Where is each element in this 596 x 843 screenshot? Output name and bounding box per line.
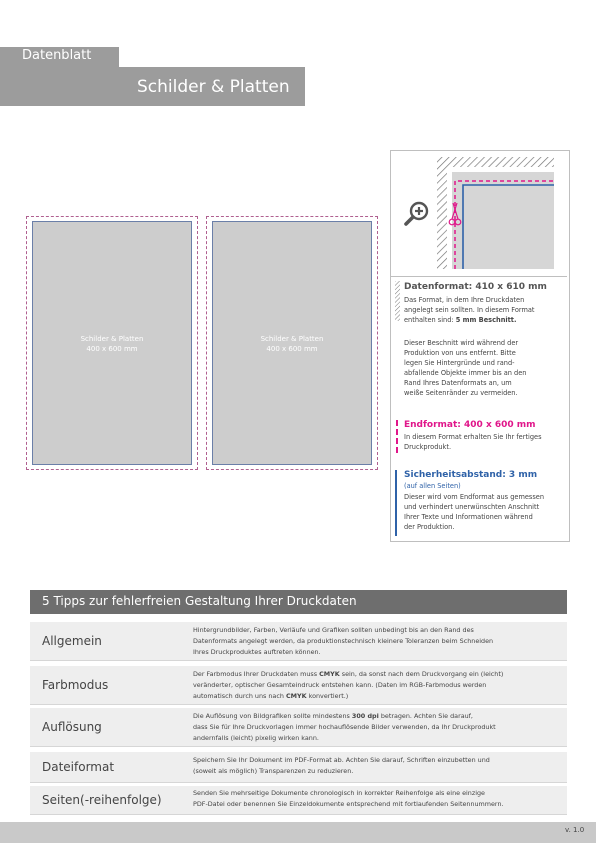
endformat-title: Endformat: 400 x 600 mm (404, 420, 536, 430)
tip-label: Dateiformat (42, 760, 115, 774)
tip-text-part: Die Auflösung von Bildgrafiken sollte mindestens (193, 712, 352, 720)
tip-text-part: betragen. Achten Sie darauf, (378, 712, 473, 720)
tip-highlight: CMYK (285, 692, 307, 700)
sicherheit-line: Dieser wird vom Endformat aus gemessen (404, 493, 545, 501)
sheet-label-line1: Schilder & Platten (260, 335, 324, 343)
sheet-label-line2: 400 x 600 mm (86, 345, 138, 353)
tip-line: (soweit als möglich) Transparenzen zu reduzieren. (193, 767, 354, 775)
tip-text-part: konvertiert.) (306, 692, 349, 700)
datenformat-marker (395, 281, 400, 321)
sicherheit-line: Ihrer Texte und Informationen während (404, 513, 533, 521)
tip-label: Auflösung (42, 720, 102, 734)
tip-line: Datenformats angelegt werden, da produktionstechnisch kleinere Toleranzen beim Schneiden (193, 637, 494, 645)
tip-line (193, 669, 563, 680)
sicherheit-subtitle: (auf allen Seiten) (404, 482, 461, 490)
version-label: v. 1.0 (565, 826, 585, 834)
sicherheit-line: und verhindert unerwünschten Anschnitt (404, 503, 540, 511)
sheet-label-line2: 400 x 600 mm (266, 345, 318, 353)
sheet-preview-1 (26, 216, 198, 470)
beschnitt-line: Rand Ihres Datenformats an, um (404, 379, 512, 387)
tip-highlight: 300 dpi (351, 712, 379, 720)
info-divider (391, 276, 567, 277)
datenformat-text (404, 295, 566, 325)
tip-label: Farbmodus (42, 678, 109, 692)
tip-line: veränderter, optischer Gesamteindruck entstehen kann. (Daten im RGB-Farbmodus werden (193, 681, 487, 689)
sicherheit-title: Sicherheitsabstand: 3 mm (404, 470, 538, 480)
tip-row-dateiformat (30, 752, 567, 783)
tip-highlight: CMYK (319, 670, 340, 678)
tip-text-part: automatisch durch uns nach (193, 692, 286, 700)
datenblatt-label: Datenblatt (22, 48, 92, 63)
tip-text (193, 669, 563, 702)
sicherheit-text (404, 492, 566, 532)
zoom-in-icon (406, 203, 427, 224)
datenformat-line (404, 315, 566, 325)
sheet-area (212, 221, 372, 465)
beschnitt-line: abfallende Objekte immer bis an den (404, 369, 527, 377)
tip-line: Hintergrundbilder, Farben, Verläufe und Grafiken sollten unbedingt bis an den Rand des (193, 626, 474, 634)
bleed-illustration (391, 151, 567, 276)
sheet-label-line1: Schilder & Platten (80, 335, 144, 343)
sicherheit-marker (395, 470, 397, 536)
endformat-text (404, 432, 566, 452)
beschnitt-line: Dieser Beschnitt wird während der (404, 339, 519, 347)
sheet-preview-2 (206, 216, 378, 470)
tip-label: Seiten(-reihenfolge) (42, 793, 162, 807)
beschnitt-amount: 5 mm Beschnitt. (455, 316, 517, 324)
tip-line: Senden Sie mehrseitige Dokumente chronologisch in korrekter Reihenfolge als eine einzige (193, 789, 485, 797)
datenformat-line: Das Format, in dem Ihre Druckdaten (404, 296, 525, 304)
datenformat-line-text: enthalten sind: (404, 316, 456, 324)
sicherheit-line: der Produktion. (404, 523, 455, 531)
beschnitt-line: legen Sie Hintergründe und rand- (404, 359, 515, 367)
tips-heading: 5 Tipps zur fehlerfreien Gestaltung Ihrer Druckdaten (42, 594, 357, 608)
tip-label: Allgemein (42, 634, 102, 648)
tip-line (193, 711, 563, 722)
tip-text (193, 711, 563, 744)
sheet-area (32, 221, 192, 465)
datenformat-title: Datenformat: 410 x 610 mm (404, 282, 547, 292)
endformat-line: In diesem Format erhalten Sie Ihr fertiges (404, 433, 542, 441)
tip-line: dass Sie für Ihre Druckvorlagen immer hochauflösende Bilder verwenden, da Ihr Druckprodukt (193, 723, 496, 731)
tip-row-aufloesung (30, 708, 567, 747)
tip-line: Speichern Sie Ihr Dokument im PDF-Format ab. Achten Sie darauf, Schriften einzubetten und (193, 756, 490, 764)
tip-text (193, 755, 563, 777)
endformat-line: Druckprodukt. (404, 443, 452, 451)
tip-text (193, 625, 563, 658)
tip-line: Ihres Druckproduktes auftreten können. (193, 648, 321, 656)
footer-bar (0, 822, 596, 843)
datenformat-line: angelegt sein sollten. In diesem Format (404, 306, 535, 314)
tip-line (193, 691, 563, 702)
tip-line: PDF-Datei oder benennen Sie Einzeldokumente entsprechend mit fortlaufenden Seitennummern. (193, 800, 504, 808)
tip-line: andernfalls (leicht) pixelig wirken kann. (193, 734, 319, 742)
tip-text-part: Der Farbmodus Ihrer Druckdaten muss (193, 670, 320, 678)
tip-row-seitenreihenfolge (30, 786, 567, 815)
tip-text-part: sein, da sonst nach dem Druckvorgang ein (leicht) (339, 670, 504, 678)
beschnitt-line: Produktion von uns entfernt. Bitte (404, 349, 516, 357)
tip-row-allgemein (30, 622, 567, 661)
endformat-marker (396, 420, 398, 453)
sheet-label (213, 334, 371, 354)
page-title: Schilder & Platten (137, 77, 290, 97)
tip-row-farbmodus (30, 666, 567, 705)
tip-text (193, 788, 563, 810)
sheet-label (33, 334, 191, 354)
beschnitt-text (404, 338, 566, 398)
beschnitt-line: weiße Seitenränder zu vermeiden. (404, 389, 518, 397)
